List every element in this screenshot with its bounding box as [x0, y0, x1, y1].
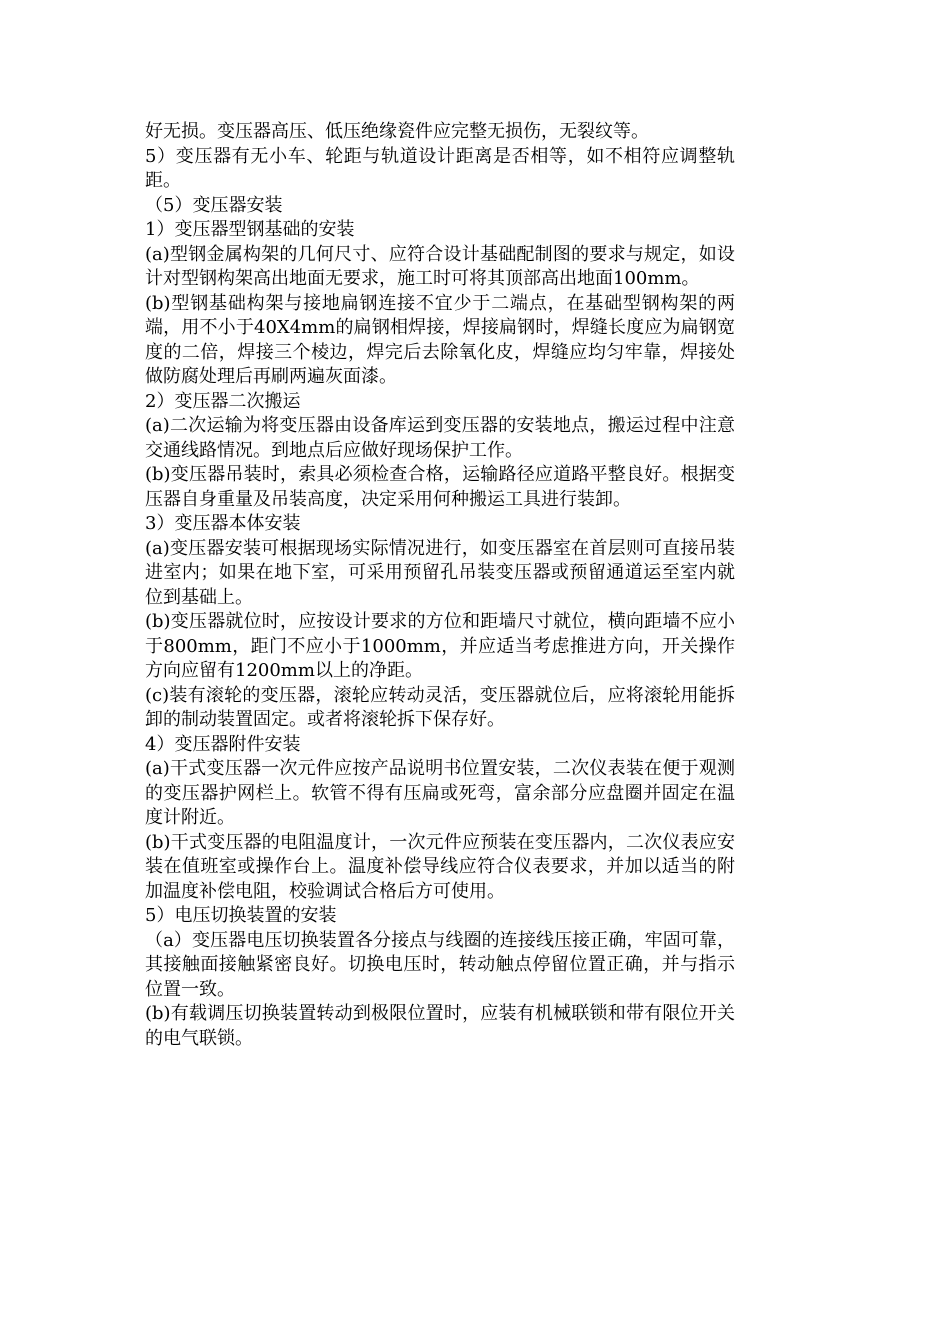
subheading-secondary-transport: 2）变压器二次搬运 [145, 390, 301, 412]
paragraph-switch-b: (b)有载调压切换装置转动到极限位置时，应装有机械联锁和带有限位开关的电气联锁。 [145, 1003, 735, 1049]
paragraph-body-a: (a)变压器安装可根据现场实际情况进行，如变压器室在首层则可直接吊装进室内；如果在地下室，可采用预留孔吊装变压器或预留通道运至室内就位到基础上。 [145, 537, 735, 608]
paragraph-foundation-b: (b)型钢基础构架与接地扁钢连接不宜少于二端点，在基础型钢构架的两端，用不小于40X4mm的扁钢相焊接，焊接扁钢时，焊缝长度应为扁钢宽度的二倍，焊接三个棱边，焊完后去除氧化皮，焊缝应均匀牢靠，焊接处做防腐处理后再刷两遍灰面漆。 [145, 292, 735, 387]
paragraph-body-c: (c)装有滚轮的变压器，滚轮应转动灵活，变压器就位后，应将滚轮用能拆卸的制动装置固定。或者将滚轮拆下保存好。 [145, 684, 735, 730]
document-page [145, 120, 735, 1051]
paragraph-switch-a: （a）变压器电压切换装置各分接点与线圈的连接线压接正确，牢固可靠，其接触面接触紧密良好。切换电压时，转动触点停留位置正确，并与指示位置一致。 [145, 929, 735, 1000]
paragraph-foundation-a: (a)型钢金属构架的几何尺寸、应符合设计基础配制图的要求与规定，如设计对型钢构架高出地面无要求，施工时可将其顶部高出地面100mm。 [145, 243, 735, 289]
paragraph-continuation: 好无损。变压器高压、低压绝缘瓷件应完整无损伤，无裂纹等。 [145, 121, 649, 142]
subheading-voltage-switch: 5）电压切换装置的安装 [145, 905, 337, 926]
paragraph-body-b: (b)变压器就位时，应按设计要求的方位和距墙尺寸就位，横向距墙不应小于800mm，距门不应小于1000mm，并应适当考虑推进方向，开关操作方向应留有1200mm以上的净距。 [145, 611, 735, 681]
subheading-body-install: 3）变压器本体安装 [145, 513, 301, 534]
section-heading-transformer-install: （5）变压器安装 [145, 194, 283, 216]
paragraph-accessories-b: (b)干式变压器的电阻温度计，一次元件应预装在变压器内，二次仪表应安装在值班室或操作台上。温度补偿导线应符合仪表要求，并加以适当的附加温度补偿电阻，校验调试合格后方可使用。 [145, 831, 735, 902]
subheading-foundation: 1）变压器型钢基础的安装 [145, 219, 355, 240]
paragraph-transport-a: (a)二次运输为将变压器由设备库运到变压器的安装地点，搬运过程中注意交通线路情况。到地点后应做好现场保护工作。 [145, 415, 735, 461]
subheading-accessories: 4）变压器附件安装 [145, 733, 301, 755]
paragraph-item-5: 5）变压器有无小车、轮距与轨道设计距离是否相等，如不相符应调整轨距。 [145, 145, 735, 191]
paragraph-accessories-a: (a)干式变压器一次元件应按产品说明书位置安装，二次仪表装在便于观测的变压器护网栏上。软管不得有压扁或死弯，富余部分应盘圈并固定在温度计附近。 [145, 758, 735, 828]
paragraph-transport-b: (b)变压器吊装时，索具必须检查合格，运输路径应道路平整良好。根据变压器自身重量及吊装高度，决定采用何种搬运工具进行装卸。 [145, 464, 735, 510]
